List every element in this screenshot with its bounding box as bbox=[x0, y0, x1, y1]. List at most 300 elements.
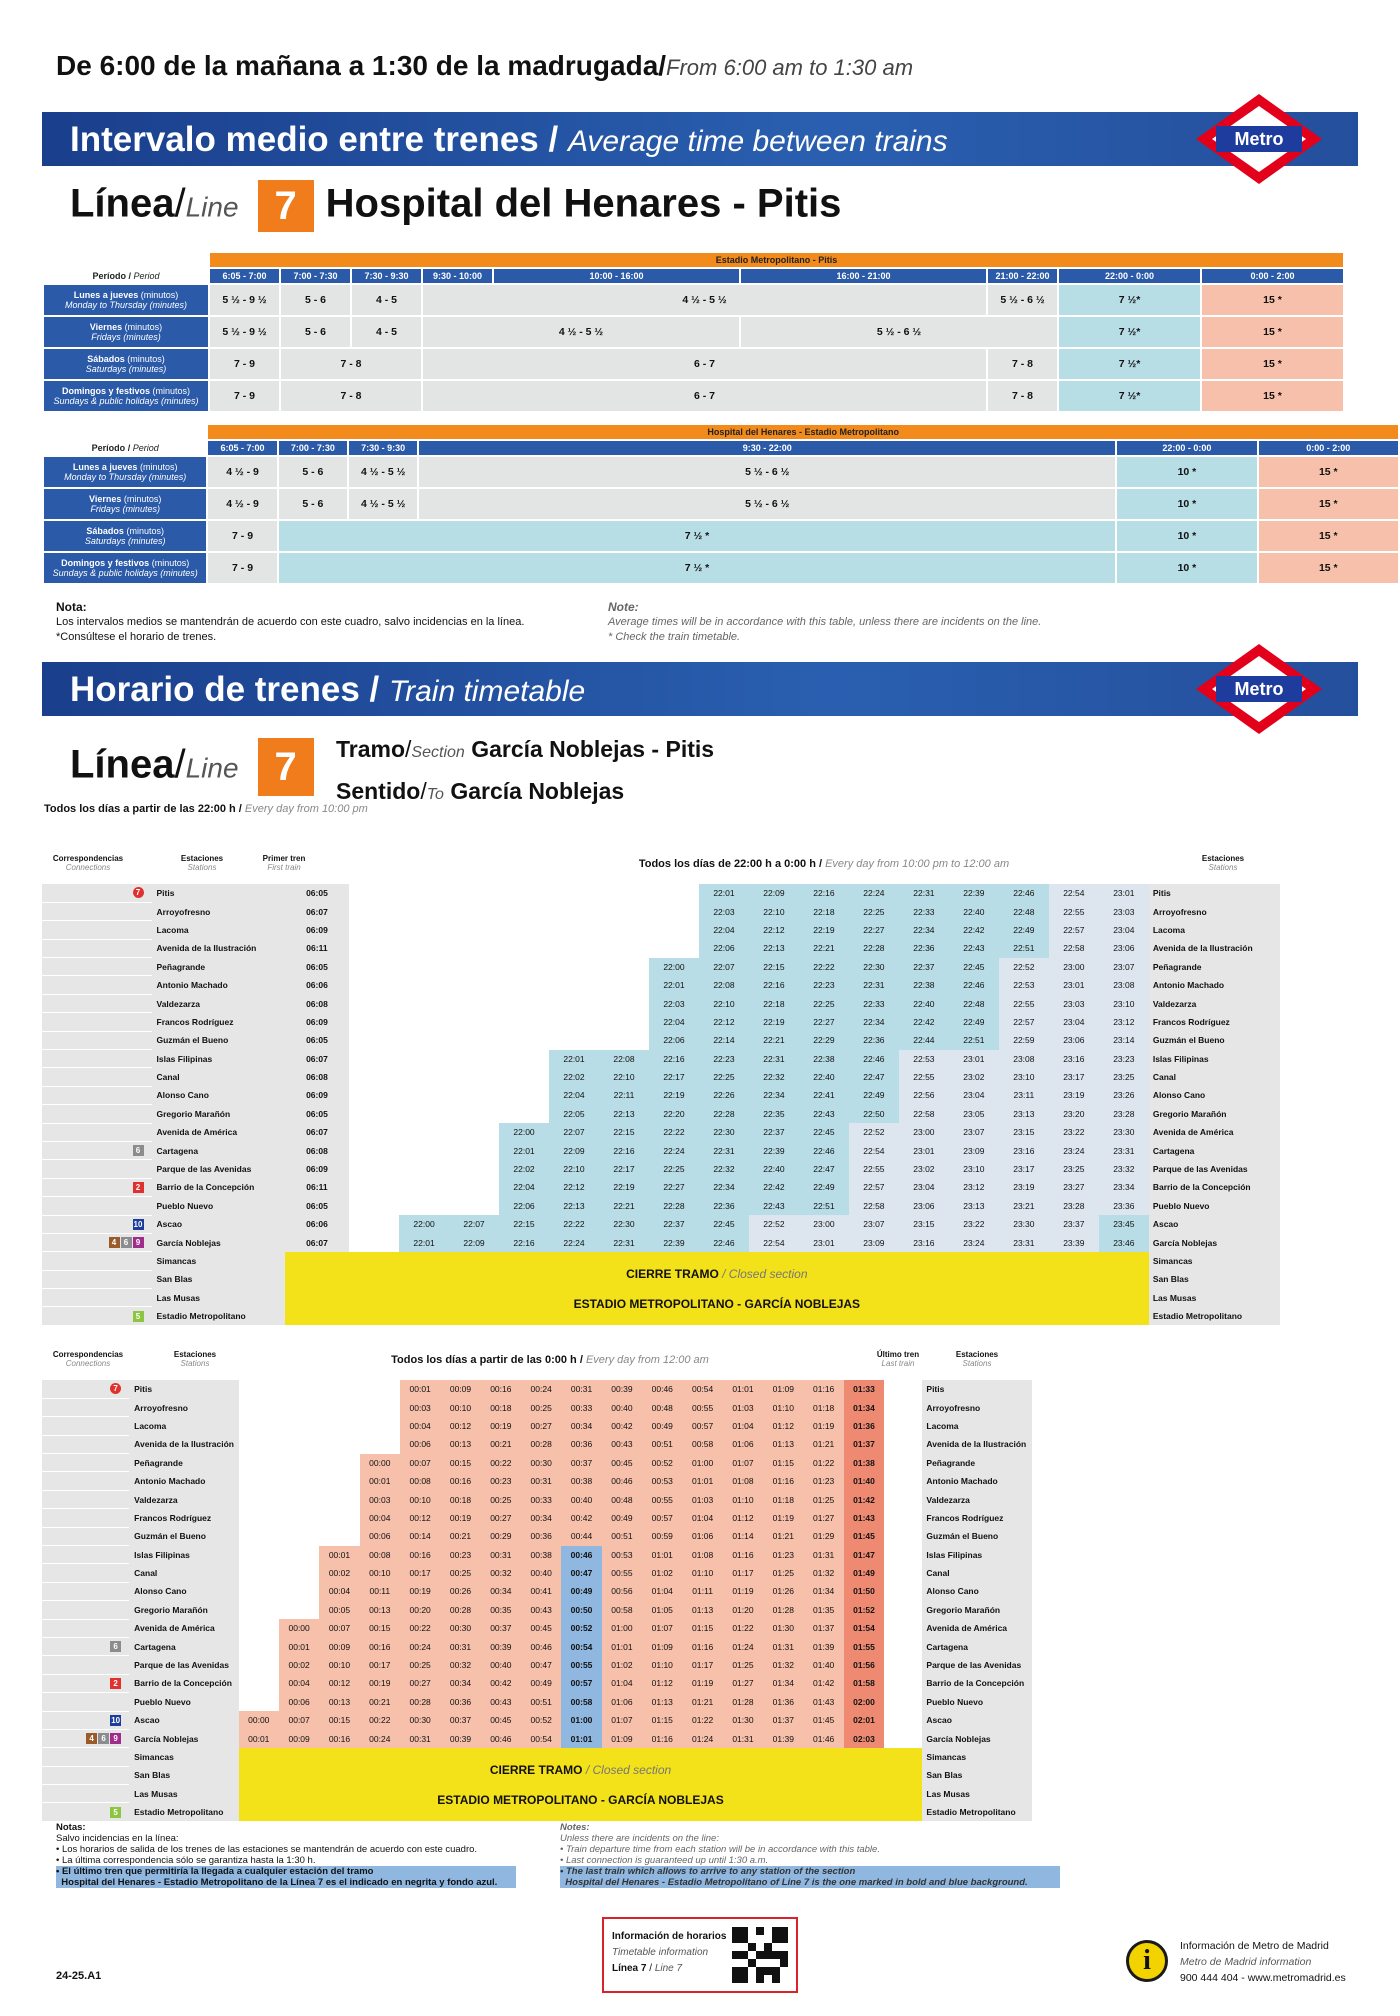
departure-time: 22:33 bbox=[849, 994, 899, 1012]
empty-cell bbox=[449, 921, 499, 939]
departure-time: 22:52 bbox=[849, 1123, 899, 1141]
empty-cell bbox=[349, 1197, 399, 1215]
empty-cell bbox=[549, 939, 599, 957]
station-name: Estadio Metropolitano bbox=[152, 1307, 285, 1325]
departure-time: 00:51 bbox=[521, 1693, 561, 1711]
departure-time: 01:55 bbox=[844, 1637, 884, 1655]
station-name: Peñagrande bbox=[1149, 958, 1280, 976]
empty-cell bbox=[499, 884, 549, 902]
everyday-es: Todos los días a partir de las 22:00 h bbox=[44, 803, 236, 815]
line-10-icon: 10 bbox=[133, 1219, 143, 1229]
station-name: Antonio Machado bbox=[152, 976, 285, 994]
departure-time: 22:39 bbox=[649, 1233, 699, 1251]
station-name: San Blas bbox=[129, 1766, 238, 1784]
departure-time: 23:11 bbox=[999, 1086, 1049, 1104]
table-row bbox=[42, 1674, 1032, 1692]
departure-time: 23:08 bbox=[1099, 976, 1149, 994]
connections-cell bbox=[42, 1803, 129, 1821]
d: Sábados bbox=[87, 354, 125, 364]
qr-code-icon bbox=[732, 1927, 788, 1983]
empty-cell bbox=[239, 1398, 279, 1416]
departure-time: 22:34 bbox=[699, 1178, 749, 1196]
empty-cell bbox=[239, 1435, 279, 1453]
table-row bbox=[42, 1141, 1280, 1159]
empty-cell bbox=[399, 1197, 449, 1215]
departure-time: 01:10 bbox=[642, 1656, 682, 1674]
departure-time: 22:10 bbox=[599, 1068, 649, 1086]
everyday-en: Every day from 10:00 pm bbox=[244, 803, 368, 815]
period-header: 7:30 - 9:30 bbox=[352, 269, 421, 283]
departure-time: 22:28 bbox=[849, 939, 899, 957]
tt1-st-header-right: Estaciones Stations bbox=[1201, 854, 1245, 872]
departure-time: 00:58 bbox=[682, 1435, 722, 1453]
station-name: Avenida de América bbox=[922, 1619, 1032, 1637]
departure-time: 00:40 bbox=[602, 1398, 642, 1416]
departure-time: 00:16 bbox=[481, 1380, 521, 1398]
departure-time: 22:16 bbox=[499, 1233, 549, 1251]
empty-cell bbox=[399, 884, 449, 902]
departure-time: 22:02 bbox=[499, 1160, 549, 1178]
departure-time: 00:04 bbox=[400, 1417, 440, 1435]
departure-time: 00:37 bbox=[481, 1619, 521, 1637]
departure-time: 00:06 bbox=[279, 1693, 319, 1711]
departure-time: 01:58 bbox=[844, 1674, 884, 1692]
departure-time: 01:01 bbox=[642, 1546, 682, 1564]
empty-cell bbox=[279, 1454, 319, 1472]
departure-time: 00:03 bbox=[400, 1398, 440, 1416]
departure-time: 22:03 bbox=[699, 902, 749, 920]
departure-time: 01:22 bbox=[803, 1454, 843, 1472]
departure-time: 23:00 bbox=[899, 1123, 949, 1141]
departure-time: 23:16 bbox=[999, 1141, 1049, 1159]
station-name: San Blas bbox=[922, 1766, 1032, 1784]
departure-time: 22:31 bbox=[599, 1233, 649, 1251]
departure-time: 01:06 bbox=[723, 1435, 763, 1453]
interval-cell: 6 - 7 bbox=[423, 381, 986, 411]
departure-time: 23:12 bbox=[1099, 1013, 1149, 1031]
empty-cell bbox=[239, 1454, 279, 1472]
empty-cell bbox=[599, 884, 649, 902]
connections-cell bbox=[42, 1619, 129, 1637]
station-name: Guzmán el Bueno bbox=[1149, 1031, 1280, 1049]
departure-time: 01:32 bbox=[803, 1564, 843, 1582]
departure-time: 00:29 bbox=[481, 1527, 521, 1545]
departure-time: 23:12 bbox=[949, 1178, 999, 1196]
station-name: Cartagena bbox=[1149, 1141, 1280, 1159]
departure-time: 00:03 bbox=[360, 1490, 400, 1508]
departure-time: 01:02 bbox=[602, 1656, 642, 1674]
table-row bbox=[42, 939, 1280, 957]
departure-time: 00:46 bbox=[521, 1637, 561, 1655]
departure-time: 22:59 bbox=[999, 1031, 1049, 1049]
departure-time: 01:50 bbox=[844, 1582, 884, 1600]
departure-time: 22:01 bbox=[399, 1233, 449, 1251]
empty-cell bbox=[399, 902, 449, 920]
departure-time: 00:25 bbox=[481, 1490, 521, 1508]
departure-time: 01:16 bbox=[642, 1729, 682, 1747]
period-header: 10:00 - 16:00 bbox=[494, 269, 739, 283]
departure-time: 00:21 bbox=[481, 1435, 521, 1453]
departure-time: 23:01 bbox=[949, 1050, 999, 1068]
interval-cell: 7 - 9 bbox=[210, 349, 279, 379]
connections-cell bbox=[42, 1105, 152, 1123]
departure-time: 00:25 bbox=[400, 1656, 440, 1674]
empty-cell bbox=[449, 1050, 499, 1068]
empty-cell bbox=[649, 884, 699, 902]
departure-time: 22:37 bbox=[649, 1215, 699, 1233]
station-name: Pitis bbox=[152, 884, 285, 902]
departure-time: 01:45 bbox=[844, 1527, 884, 1545]
departure-time: 01:24 bbox=[723, 1637, 763, 1655]
period-es: Período bbox=[92, 271, 126, 281]
table-row bbox=[42, 1417, 1032, 1435]
empty-cell bbox=[449, 902, 499, 920]
departure-time: 00:36 bbox=[561, 1435, 601, 1453]
departure-time: 01:12 bbox=[723, 1509, 763, 1527]
day-label bbox=[44, 553, 206, 583]
departure-time: 22:36 bbox=[699, 1197, 749, 1215]
empty-cell bbox=[349, 1050, 399, 1068]
interval-cell: 15 * bbox=[1202, 381, 1343, 411]
departure-time: 22:56 bbox=[899, 1086, 949, 1104]
departure-time: 22:49 bbox=[849, 1086, 899, 1104]
departure-time: 01:25 bbox=[803, 1490, 843, 1508]
departure-time: 00:06 bbox=[400, 1435, 440, 1453]
departure-time: 22:45 bbox=[699, 1215, 749, 1233]
connections-cell bbox=[42, 1252, 152, 1270]
empty-cell bbox=[239, 1674, 279, 1692]
departure-time: 01:23 bbox=[803, 1472, 843, 1490]
departure-time: 00:01 bbox=[279, 1637, 319, 1655]
station-name: Simancas bbox=[1149, 1252, 1280, 1270]
departure-time: 00:34 bbox=[561, 1417, 601, 1435]
departure-time: 22:46 bbox=[999, 884, 1049, 902]
note-line: • Train departure time from each station will be in accordance with this table. bbox=[560, 1844, 880, 1855]
interval-cell: 7 ½* bbox=[1059, 317, 1200, 347]
empty-cell bbox=[349, 1031, 399, 1049]
connections-cell bbox=[42, 1490, 129, 1508]
empty-cell bbox=[884, 1601, 922, 1619]
departure-time: 23:04 bbox=[1049, 1013, 1099, 1031]
table-row bbox=[42, 1380, 1032, 1398]
station-name: Gregorio Marañón bbox=[129, 1601, 238, 1619]
departure-time: 22:53 bbox=[899, 1050, 949, 1068]
empty-cell bbox=[349, 902, 399, 920]
empty-cell bbox=[884, 1582, 922, 1600]
connections-cell bbox=[42, 1674, 129, 1692]
table-row bbox=[42, 902, 1280, 920]
departure-time: 22:21 bbox=[799, 939, 849, 957]
departure-time: 00:09 bbox=[319, 1637, 359, 1655]
departure-time: 00:45 bbox=[602, 1454, 642, 1472]
table-row bbox=[42, 994, 1280, 1012]
departure-time: 01:00 bbox=[602, 1619, 642, 1637]
departure-time: 01:05 bbox=[642, 1601, 682, 1619]
station-name: Lacoma bbox=[1149, 921, 1280, 939]
empty-cell bbox=[349, 976, 399, 994]
departure-time: 22:06 bbox=[649, 1031, 699, 1049]
table-row bbox=[42, 1398, 1032, 1416]
departure-time: 00:24 bbox=[400, 1637, 440, 1655]
departure-time: 22:28 bbox=[649, 1197, 699, 1215]
departure-time: 22:27 bbox=[849, 921, 899, 939]
departure-time: 22:22 bbox=[649, 1123, 699, 1141]
departure-time: 23:31 bbox=[1099, 1141, 1149, 1159]
empty-cell bbox=[549, 921, 599, 939]
departure-time: 22:46 bbox=[799, 1141, 849, 1159]
departure-time: 22:04 bbox=[699, 921, 749, 939]
spacer bbox=[44, 253, 208, 267]
departure-time: 23:31 bbox=[999, 1233, 1049, 1251]
departure-time: 00:53 bbox=[602, 1546, 642, 1564]
departure-time: 00:31 bbox=[440, 1637, 480, 1655]
departure-time: 01:27 bbox=[803, 1509, 843, 1527]
closed-section-name: ESTADIO METROPOLITANO - GARCÍA NOBLEJAS bbox=[573, 1296, 861, 1311]
empty-cell bbox=[239, 1527, 279, 1545]
departure-time: 00:31 bbox=[521, 1472, 561, 1490]
departure-time: 00:22 bbox=[360, 1711, 400, 1729]
station-name: Avenida de la Ilustración bbox=[152, 939, 285, 957]
d2: (minutos) bbox=[126, 526, 164, 536]
connections-cell bbox=[42, 1454, 129, 1472]
departure-time: 00:19 bbox=[440, 1509, 480, 1527]
interval-cell: 5 ½ - 6 ½ bbox=[988, 285, 1057, 315]
departure-time: 23:06 bbox=[1049, 1031, 1099, 1049]
station-name: García Noblejas bbox=[152, 1233, 285, 1251]
empty-cell bbox=[884, 1564, 922, 1582]
departure-time: 01:54 bbox=[844, 1619, 884, 1637]
departure-time: 00:57 bbox=[561, 1674, 601, 1692]
departure-time: 00:00 bbox=[279, 1619, 319, 1637]
station-name: Ascao bbox=[922, 1711, 1032, 1729]
connections-cell bbox=[42, 1656, 129, 1674]
departure-time: 00:44 bbox=[561, 1527, 601, 1545]
departure-time: 23:25 bbox=[1049, 1160, 1099, 1178]
empty-cell bbox=[399, 1141, 449, 1159]
departure-time: 00:21 bbox=[440, 1527, 480, 1545]
day-label bbox=[44, 381, 208, 411]
interval-cell: 5 - 6 bbox=[281, 317, 350, 347]
departure-time: 22:40 bbox=[799, 1068, 849, 1086]
departure-time: 00:30 bbox=[521, 1454, 561, 1472]
table-row bbox=[42, 1068, 1280, 1086]
note-line: * Check the train timetable. bbox=[608, 631, 741, 643]
interval-cell: 7 - 9 bbox=[208, 553, 276, 583]
departure-time: 02:01 bbox=[844, 1711, 884, 1729]
first-train: 06:08 bbox=[285, 1068, 349, 1086]
station-name: Parque de las Avenidas bbox=[152, 1160, 285, 1178]
empty-cell bbox=[599, 1013, 649, 1031]
table-row bbox=[42, 1178, 1280, 1196]
departure-time: 23:17 bbox=[1049, 1068, 1099, 1086]
connections-cell bbox=[42, 1766, 129, 1784]
departure-time: 00:16 bbox=[319, 1729, 359, 1747]
departure-time: 01:22 bbox=[723, 1619, 763, 1637]
tt1-conn-header: Correspondencias Connections bbox=[52, 854, 124, 872]
d2: (minutos) bbox=[123, 494, 162, 504]
closed-section bbox=[285, 1252, 1149, 1326]
period-header: 7:00 - 7:30 bbox=[279, 441, 347, 455]
departure-time: 22:49 bbox=[999, 921, 1049, 939]
departure-time: 01:07 bbox=[723, 1454, 763, 1472]
departure-time: 00:34 bbox=[521, 1509, 561, 1527]
interval-cell: 7 ½* bbox=[1059, 381, 1200, 411]
departure-time: 00:59 bbox=[642, 1527, 682, 1545]
departure-time: 22:09 bbox=[549, 1141, 599, 1159]
table-row bbox=[42, 1123, 1280, 1141]
departure-time: 22:41 bbox=[799, 1086, 849, 1104]
empty-cell bbox=[499, 939, 549, 957]
departure-time: 01:08 bbox=[723, 1472, 763, 1490]
departure-time: 22:30 bbox=[699, 1123, 749, 1141]
period-header: 16:00 - 21:00 bbox=[741, 269, 986, 283]
interval-cell: 5 - 6 bbox=[279, 489, 347, 519]
empty-cell bbox=[349, 1068, 399, 1086]
departure-time: 01:29 bbox=[803, 1527, 843, 1545]
empty-cell bbox=[449, 1141, 499, 1159]
note-line: *Consúltese el horario de trenes. bbox=[56, 631, 217, 643]
departure-time: 22:39 bbox=[749, 1141, 799, 1159]
interval-cell: 7 - 8 bbox=[281, 381, 421, 411]
empty-cell bbox=[449, 884, 499, 902]
departure-time: 01:01 bbox=[561, 1729, 601, 1747]
empty-cell bbox=[279, 1490, 319, 1508]
empty-cell bbox=[449, 1178, 499, 1196]
note-highlight bbox=[560, 1866, 1060, 1888]
timetable-info-box[interactable]: Información de horarios Timetable information Línea 7 / Line 7 bbox=[602, 1917, 798, 1993]
connections-cell bbox=[42, 1637, 129, 1655]
hours-en: From 6:00 am to 1:30 am bbox=[666, 55, 914, 80]
departure-time: 00:36 bbox=[440, 1693, 480, 1711]
first-train: 06:09 bbox=[285, 1160, 349, 1178]
station-name: Guzmán el Bueno bbox=[152, 1031, 285, 1049]
first-train: 06:09 bbox=[285, 1013, 349, 1031]
interval-cell: 5 ½ - 6 ½ bbox=[419, 457, 1115, 487]
line-L7-icon: 7 bbox=[110, 1383, 121, 1394]
day-label bbox=[44, 489, 206, 519]
empty-cell bbox=[279, 1509, 319, 1527]
empty-cell bbox=[239, 1619, 279, 1637]
connections-cell bbox=[42, 1601, 129, 1619]
departure-time: 22:16 bbox=[749, 976, 799, 994]
departure-time: 01:42 bbox=[803, 1674, 843, 1692]
note-title: Note: bbox=[608, 600, 639, 614]
departure-time: 23:09 bbox=[849, 1233, 899, 1251]
departure-time: 22:42 bbox=[749, 1178, 799, 1196]
line-5-icon: 5 bbox=[133, 1311, 144, 1322]
note-line: Hospital del Henares - Estadio Metropolitano of Line 7 is the one marked in bold and blue background. bbox=[560, 1877, 1028, 1888]
station-name: Antonio Machado bbox=[129, 1472, 238, 1490]
table-row bbox=[42, 1197, 1280, 1215]
interval-cell: 7 - 8 bbox=[281, 349, 421, 379]
departure-time: 01:49 bbox=[844, 1564, 884, 1582]
empty-cell bbox=[279, 1527, 319, 1545]
line-7-badge: 7 bbox=[258, 180, 314, 232]
note-line: Unless there are incidents on the line: bbox=[560, 1833, 719, 1844]
departure-time: 22:43 bbox=[749, 1197, 799, 1215]
departure-time: 00:06 bbox=[360, 1527, 400, 1545]
info-line: Line 7 bbox=[654, 1963, 683, 1974]
departure-time: 22:39 bbox=[949, 884, 999, 902]
connections-cell bbox=[42, 1178, 152, 1196]
empty-cell bbox=[884, 1472, 922, 1490]
station-name: Canal bbox=[1149, 1068, 1280, 1086]
connections-cell bbox=[42, 1031, 152, 1049]
departure-time: 23:05 bbox=[949, 1105, 999, 1123]
connections-cell bbox=[42, 939, 152, 957]
interval-cell: 4 - 5 bbox=[352, 317, 421, 347]
connections-cell bbox=[42, 1013, 152, 1031]
departure-time: 22:16 bbox=[649, 1050, 699, 1068]
departure-time: 00:45 bbox=[481, 1711, 521, 1729]
departure-time: 23:45 bbox=[1099, 1215, 1149, 1233]
interval-cell: 15 * bbox=[1202, 285, 1343, 315]
departure-time: 00:42 bbox=[602, 1417, 642, 1435]
note-line: • La última correspondencia sólo se garantiza hasta la 1:30 h. bbox=[56, 1855, 316, 1866]
hours-es: De 6:00 de la mañana a 1:30 de la madrugada bbox=[56, 50, 659, 81]
empty-cell bbox=[649, 939, 699, 957]
table-row bbox=[42, 1509, 1032, 1527]
departure-time: 00:30 bbox=[440, 1619, 480, 1637]
station-name: Arroyofresno bbox=[129, 1398, 238, 1416]
departure-time: 00:47 bbox=[521, 1656, 561, 1674]
station-name: Pitis bbox=[922, 1380, 1032, 1398]
first-train: 06:09 bbox=[285, 1086, 349, 1104]
empty-cell bbox=[319, 1380, 359, 1398]
departure-time: 00:25 bbox=[440, 1564, 480, 1582]
station-name: Islas Filipinas bbox=[1149, 1050, 1280, 1068]
line-2-icon: 2 bbox=[110, 1678, 121, 1689]
departure-time: 22:15 bbox=[599, 1123, 649, 1141]
departure-time: 22:31 bbox=[899, 884, 949, 902]
empty-cell bbox=[499, 921, 549, 939]
departure-time: 00:52 bbox=[642, 1454, 682, 1472]
empty-cell bbox=[884, 1490, 922, 1508]
departure-time: 01:25 bbox=[723, 1656, 763, 1674]
empty-cell bbox=[449, 1160, 499, 1178]
to-label: To bbox=[426, 786, 444, 803]
departure-time: 22:45 bbox=[949, 958, 999, 976]
station-name: Pitis bbox=[1149, 884, 1280, 902]
departure-time: 23:07 bbox=[949, 1123, 999, 1141]
table-row bbox=[42, 1050, 1280, 1068]
station-name: Alonso Cano bbox=[922, 1582, 1032, 1600]
station-name: Estadio Metropolitano bbox=[129, 1803, 238, 1821]
station-name: Arroyofresno bbox=[1149, 902, 1280, 920]
departure-time: 01:43 bbox=[844, 1509, 884, 1527]
departure-time: 22:25 bbox=[699, 1068, 749, 1086]
departure-time: 22:02 bbox=[549, 1068, 599, 1086]
departure-time: 22:30 bbox=[849, 958, 899, 976]
empty-cell bbox=[399, 1013, 449, 1031]
departure-time: 22:22 bbox=[799, 958, 849, 976]
empty-cell bbox=[399, 1050, 449, 1068]
departure-time: 01:23 bbox=[763, 1546, 803, 1564]
sentido-label: Sentido bbox=[336, 778, 421, 804]
departure-time: 00:23 bbox=[440, 1546, 480, 1564]
interval-cell: 4 ½ - 5 ½ bbox=[349, 489, 417, 519]
departure-time: 00:07 bbox=[400, 1454, 440, 1472]
interval-cell: 5 ½ - 9 ½ bbox=[210, 317, 279, 347]
departure-time: 22:58 bbox=[849, 1197, 899, 1215]
departure-time: 01:21 bbox=[803, 1435, 843, 1453]
departure-time: 00:39 bbox=[440, 1729, 480, 1747]
departure-time: 22:55 bbox=[849, 1160, 899, 1178]
info-line[interactable]: 900 444 404 - www.metromadrid.es bbox=[1180, 1972, 1346, 1984]
station-name: Valdezarza bbox=[1149, 994, 1280, 1012]
departure-time: 22:36 bbox=[849, 1031, 899, 1049]
departure-time: 00:39 bbox=[481, 1637, 521, 1655]
